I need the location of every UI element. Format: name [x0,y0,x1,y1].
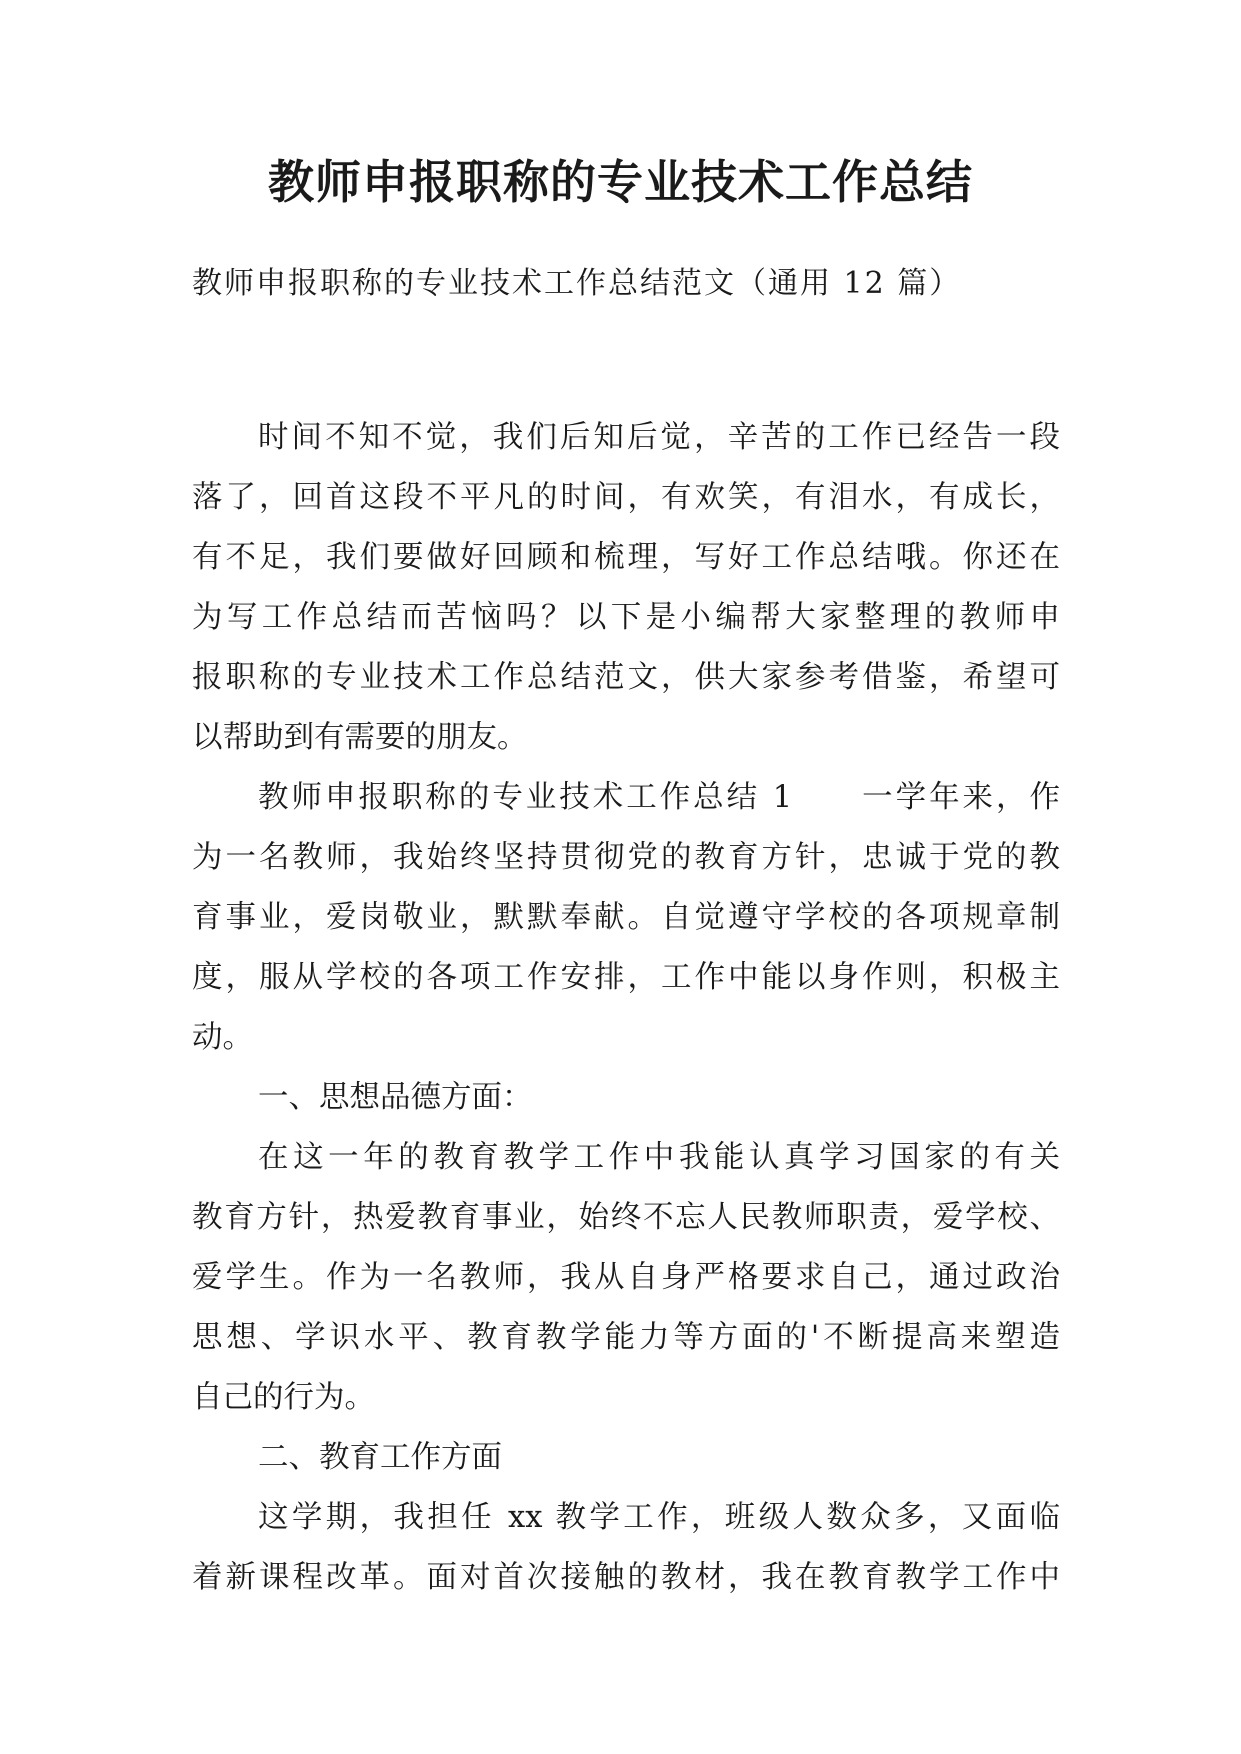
body-text-line: 以帮助到有需要的朋友。 [192,720,528,755]
body-text-line: 二、教育工作方面 [258,1440,502,1475]
body-text-line: 落了，回首这段不平凡的时间，有欢笑，有泪水，有成长， [192,480,1060,515]
document-title: 教师申报职称的专业技术工作总结 [268,155,973,209]
body-text-line: 一、思想品德方面： [258,1080,533,1115]
body-text-line: 为一名教师，我始终坚持贯彻党的教育方针，忠诚于党的教 [192,840,1060,875]
document-subtitle: 教师申报职称的专业技术工作总结范文（通用 12 篇） [192,266,962,301]
body-text-line: 着新课程改革。面对首次接触的教材，我在教育教学工作中 [192,1560,1060,1595]
body-text-line: 教师申报职称的专业技术工作总结 1 一学年来，作 [258,780,1060,815]
body-text-line: 自己的行为。 [192,1380,375,1415]
body-text-line: 动。 [192,1020,253,1055]
body-text-line: 报职称的专业技术工作总结范文，供大家参考借鉴，希望可 [192,660,1060,695]
body-text-line: 育事业，爱岗敬业，默默奉献。自觉遵守学校的各项规章制 [192,900,1060,935]
body-text-line: 为写工作总结而苦恼吗？以下是小编帮大家整理的教师申 [192,600,1060,635]
body-text-line: 教育方针，热爱教育事业，始终不忘人民教师职责，爱学校、 [192,1200,1060,1235]
body-text-line: 爱学生。作为一名教师，我从自身严格要求自己，通过政治 [192,1260,1060,1295]
body-text-line: 度，服从学校的各项工作安排，工作中能以身作则，积极主 [192,960,1060,995]
body-text-line: 思想、学识水平、教育教学能力等方面的'不断提高来塑造 [192,1320,1060,1355]
body-text-line: 这学期，我担任 xx 教学工作，班级人数众多，又面临 [258,1500,1060,1535]
body-text-line: 在这一年的教育教学工作中我能认真学习国家的有关 [258,1140,1060,1175]
body-text-line: 时间不知不觉，我们后知后觉，辛苦的工作已经告一段 [258,420,1060,455]
document-body [192,408,1060,1608]
body-text-line: 有不足，我们要做好回顾和梳理，写好工作总结哦。你还在 [192,540,1060,575]
